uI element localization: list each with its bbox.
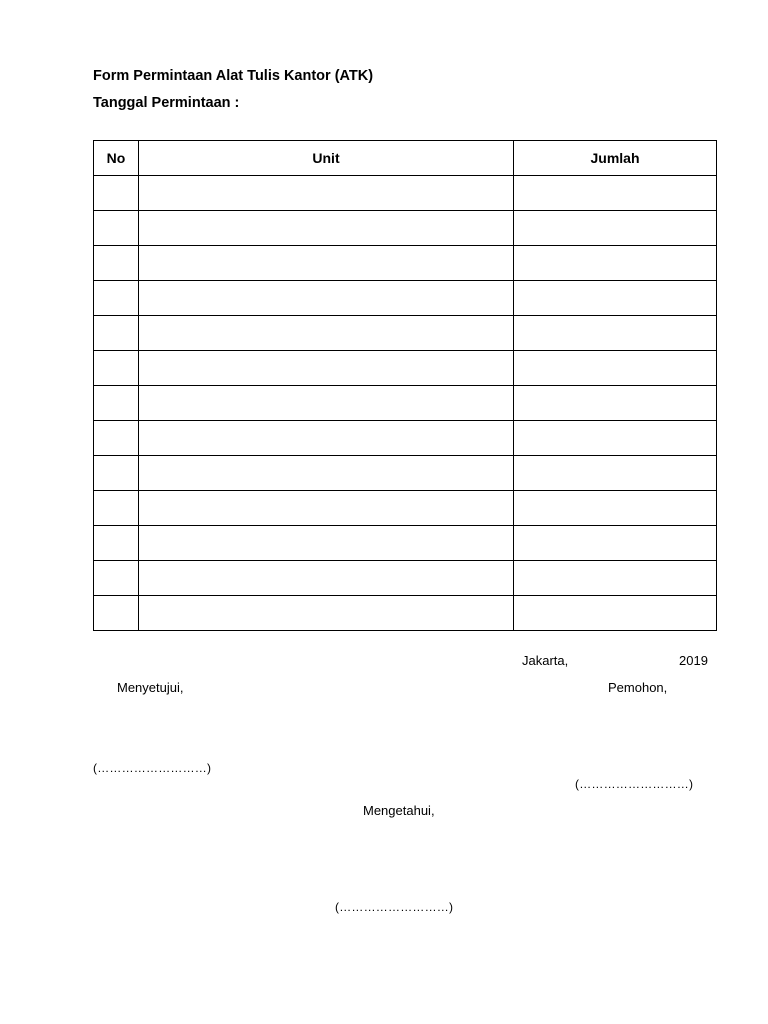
- jumlah-cell[interactable]: [514, 456, 717, 491]
- table-body: [94, 176, 717, 631]
- column-header-unit: Unit: [139, 141, 514, 176]
- unit-cell[interactable]: [139, 386, 514, 421]
- table-row: [94, 386, 717, 421]
- unit-cell[interactable]: [139, 456, 514, 491]
- approver-label: Menyetujui,: [117, 680, 184, 695]
- jumlah-cell[interactable]: [514, 351, 717, 386]
- unit-cell[interactable]: [139, 211, 514, 246]
- jumlah-cell[interactable]: [514, 386, 717, 421]
- table-row: [94, 526, 717, 561]
- year-label: 2019: [679, 653, 708, 668]
- no-cell[interactable]: [94, 351, 139, 386]
- unit-cell[interactable]: [139, 246, 514, 281]
- unit-cell[interactable]: [139, 316, 514, 351]
- unit-cell[interactable]: [139, 491, 514, 526]
- jumlah-cell[interactable]: [514, 491, 717, 526]
- no-cell[interactable]: [94, 596, 139, 631]
- no-cell[interactable]: [94, 176, 139, 211]
- table-row: [94, 421, 717, 456]
- no-cell[interactable]: [94, 456, 139, 491]
- no-cell[interactable]: [94, 281, 139, 316]
- no-cell[interactable]: [94, 386, 139, 421]
- column-header-jumlah: Jumlah: [514, 141, 717, 176]
- jumlah-cell[interactable]: [514, 596, 717, 631]
- table-row: [94, 491, 717, 526]
- no-cell[interactable]: [94, 316, 139, 351]
- jumlah-cell[interactable]: [514, 316, 717, 351]
- no-cell[interactable]: [94, 246, 139, 281]
- requester-signature-line: (………………………): [575, 777, 694, 791]
- unit-cell[interactable]: [139, 526, 514, 561]
- unit-cell[interactable]: [139, 561, 514, 596]
- requester-label: Pemohon,: [608, 680, 668, 695]
- jumlah-cell[interactable]: [514, 211, 717, 246]
- no-cell[interactable]: [94, 211, 139, 246]
- unit-cell[interactable]: [139, 351, 514, 386]
- table-row: [94, 211, 717, 246]
- place-label: Jakarta,: [522, 653, 569, 668]
- approver-signature-line: (………………………): [93, 761, 212, 775]
- table-header-row: [94, 141, 717, 176]
- jumlah-cell[interactable]: [514, 561, 717, 596]
- atk-request-table: [93, 140, 717, 631]
- form-title: Form Permintaan Alat Tulis Kantor (ATK): [93, 68, 374, 84]
- jumlah-cell[interactable]: [514, 526, 717, 561]
- table-row: [94, 456, 717, 491]
- column-header-no: No: [94, 141, 139, 176]
- no-cell[interactable]: [94, 491, 139, 526]
- table-row: [94, 596, 717, 631]
- table-row: [94, 351, 717, 386]
- unit-cell[interactable]: [139, 281, 514, 316]
- table-row: [94, 246, 717, 281]
- unit-cell[interactable]: [139, 176, 514, 211]
- jumlah-cell[interactable]: [514, 421, 717, 456]
- no-cell[interactable]: [94, 421, 139, 456]
- table-row: [94, 176, 717, 211]
- unit-cell[interactable]: [139, 596, 514, 631]
- table-row: [94, 281, 717, 316]
- table-row: [94, 561, 717, 596]
- jumlah-cell[interactable]: [514, 246, 717, 281]
- jumlah-cell[interactable]: [514, 176, 717, 211]
- jumlah-cell[interactable]: [514, 281, 717, 316]
- request-date-label: Tanggal Permintaan :: [93, 95, 240, 111]
- no-cell[interactable]: [94, 526, 139, 561]
- acknowledger-signature-line: (………………………): [335, 900, 454, 914]
- unit-cell[interactable]: [139, 421, 514, 456]
- acknowledger-label: Mengetahui,: [363, 803, 435, 818]
- table-row: [94, 316, 717, 351]
- no-cell[interactable]: [94, 561, 139, 596]
